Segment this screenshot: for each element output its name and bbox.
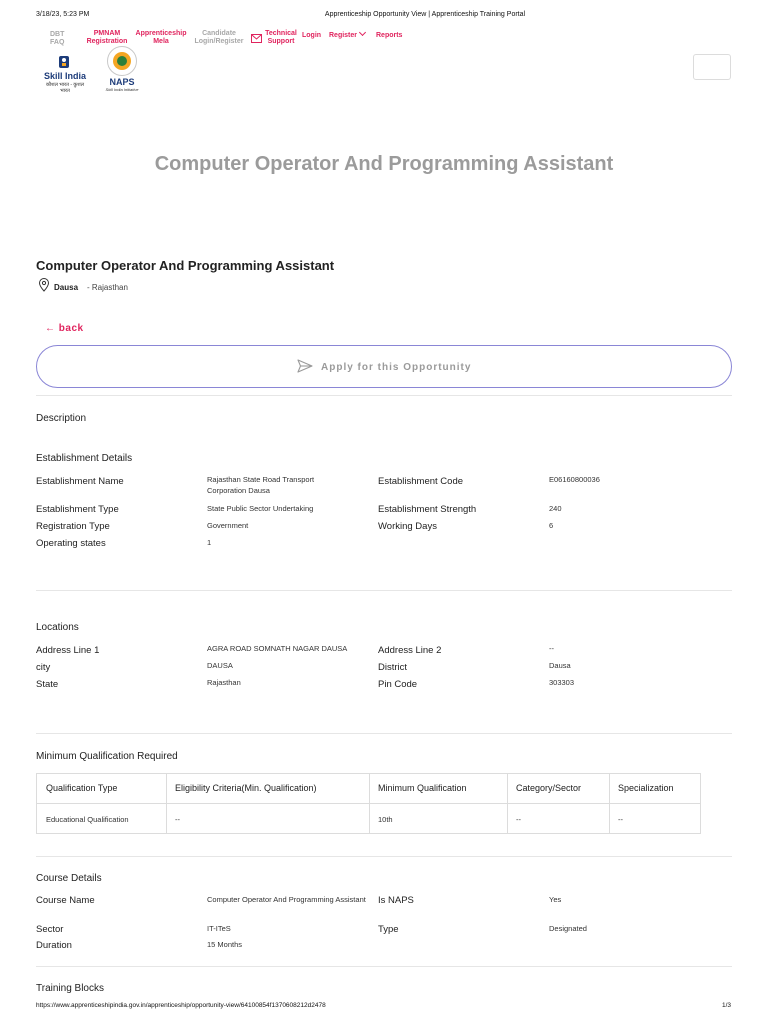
table-cell: 10th <box>378 815 393 824</box>
district-label: District <box>378 662 408 673</box>
print-url: https://www.apprenticeshipindia.gov.in/apprenticeship/opportunity-view/64100854f1370608212d2478 <box>36 1002 326 1009</box>
back-link[interactable]: ← back <box>45 323 84 334</box>
establishment-type-value: State Public Sector Undertaking <box>207 504 314 513</box>
table-header: Category/Sector <box>516 783 582 793</box>
course-name-label: Course Name <box>36 895 95 906</box>
type-value: Designated <box>549 924 587 933</box>
nav-login[interactable]: Login <box>302 32 322 39</box>
divider <box>36 395 732 396</box>
location-pin-icon <box>38 278 50 292</box>
district-value: Dausa <box>549 661 571 670</box>
sector-value: IT-ITeS <box>207 924 231 933</box>
registration-type-value: Government <box>207 521 249 530</box>
skill-india-tagline: कौशल भारत - कुशल भारत <box>45 82 85 94</box>
skill-india-emblem-icon <box>58 55 70 69</box>
divider <box>36 590 732 591</box>
establishment-name-label: Establishment Name <box>36 476 124 487</box>
section-establishment: Establishment Details <box>36 453 133 464</box>
location-city: Dausa <box>54 283 79 292</box>
page-title: Computer Operator And Programming Assistant <box>154 153 614 175</box>
duration-label: Duration <box>36 940 72 951</box>
location-state: - Rajasthan <box>87 283 128 292</box>
establishment-code-value: E06160800036 <box>549 475 600 484</box>
mail-icon <box>251 34 262 43</box>
establishment-type-label: Establishment Type <box>36 504 119 515</box>
hamburger-menu-button[interactable] <box>693 54 731 80</box>
operating-states-value: 1 <box>207 538 212 547</box>
table-cell: -- <box>175 815 180 824</box>
naps-logo[interactable] <box>104 46 140 92</box>
qualification-table <box>36 773 701 834</box>
print-datetime: 3/18/23, 5:23 PM <box>36 11 90 18</box>
section-training-blocks: Training Blocks <box>36 983 104 994</box>
table-header: Minimum Qualification <box>378 783 467 793</box>
skill-india-logo[interactable] <box>42 55 88 94</box>
table-cell: Educational Qualification <box>46 815 129 824</box>
duration-value: 15 Months <box>207 940 243 949</box>
chevron-down-icon <box>359 29 366 36</box>
print-page-number: 1/3 <box>722 1002 732 1009</box>
print-page-title: Apprenticeship Opportunity View | Apprenticeship Training Portal <box>324 11 526 18</box>
section-min-qualification: Minimum Qualification Required <box>36 751 178 762</box>
address-line-1-label: Address Line 1 <box>36 645 100 656</box>
establishment-strength-value: 240 <box>549 504 562 513</box>
sector-label: Sector <box>36 924 64 935</box>
table-header: Qualification Type <box>46 783 118 793</box>
address-line-2-label: Address Line 2 <box>378 645 442 656</box>
nav-reports[interactable]: Reports <box>376 32 403 39</box>
type-label: Type <box>378 924 399 935</box>
city-value: DAUSA <box>207 661 233 670</box>
send-icon <box>297 359 313 373</box>
nav-technical-support[interactable]: Technical Support <box>265 30 297 45</box>
nav-apprenticeship-mela[interactable]: Apprenticeship Mela <box>135 30 187 45</box>
skill-india-name: Skill India <box>43 71 86 81</box>
table-header: Eligibility Criteria(Min. Qualification) <box>175 783 317 793</box>
divider <box>36 856 732 857</box>
nav-candidate-login[interactable]: Candidate Login/Register <box>194 30 244 45</box>
operating-states-label: Operating states <box>36 538 106 549</box>
nav-dbt-faq[interactable]: DBT FAQ <box>50 31 65 46</box>
section-description: Description <box>36 413 87 424</box>
city-label: city <box>36 662 51 673</box>
nav-pmnam-registration[interactable]: PMNAM Registration <box>86 30 128 45</box>
pin-code-label: Pin Code <box>378 679 418 690</box>
opportunity-title: Computer Operator And Programming Assistant <box>36 258 335 273</box>
registration-type-label: Registration Type <box>36 521 110 532</box>
pin-code-value: 303303 <box>549 678 575 687</box>
table-header: Specialization <box>618 783 674 793</box>
nav-register[interactable]: Register <box>329 32 365 40</box>
naps-tagline: Skill India Initiative <box>105 87 139 92</box>
is-naps-label: Is NAPS <box>378 895 414 906</box>
state-value: Rajasthan <box>207 678 241 687</box>
print-header <box>0 11 768 23</box>
establishment-code-label: Establishment Code <box>378 476 464 487</box>
naps-name: NAPS <box>109 77 135 87</box>
divider <box>36 966 732 967</box>
address-line-2-value: -- <box>549 644 554 653</box>
section-course: Course Details <box>36 873 102 884</box>
apply-button[interactable]: Apply for this Opportunity <box>36 345 732 388</box>
working-days-value: 6 <box>549 521 554 530</box>
table-cell: -- <box>516 815 521 824</box>
is-naps-value: Yes <box>549 895 562 904</box>
course-name-value: Computer Operator And Programming Assistant <box>207 895 366 904</box>
table-cell: -- <box>618 815 623 824</box>
establishment-name-value: Rajasthan State Road Transport Corporation Dausa <box>207 475 315 495</box>
divider <box>36 733 732 734</box>
state-label: State <box>36 679 59 690</box>
address-line-1-value: AGRA ROAD SOMNATH NAGAR DAUSA <box>207 644 348 653</box>
section-locations: Locations <box>36 622 79 633</box>
arrow-left-icon: ← <box>45 323 56 334</box>
working-days-label: Working Days <box>378 521 437 532</box>
establishment-strength-label: Establishment Strength <box>378 504 477 515</box>
